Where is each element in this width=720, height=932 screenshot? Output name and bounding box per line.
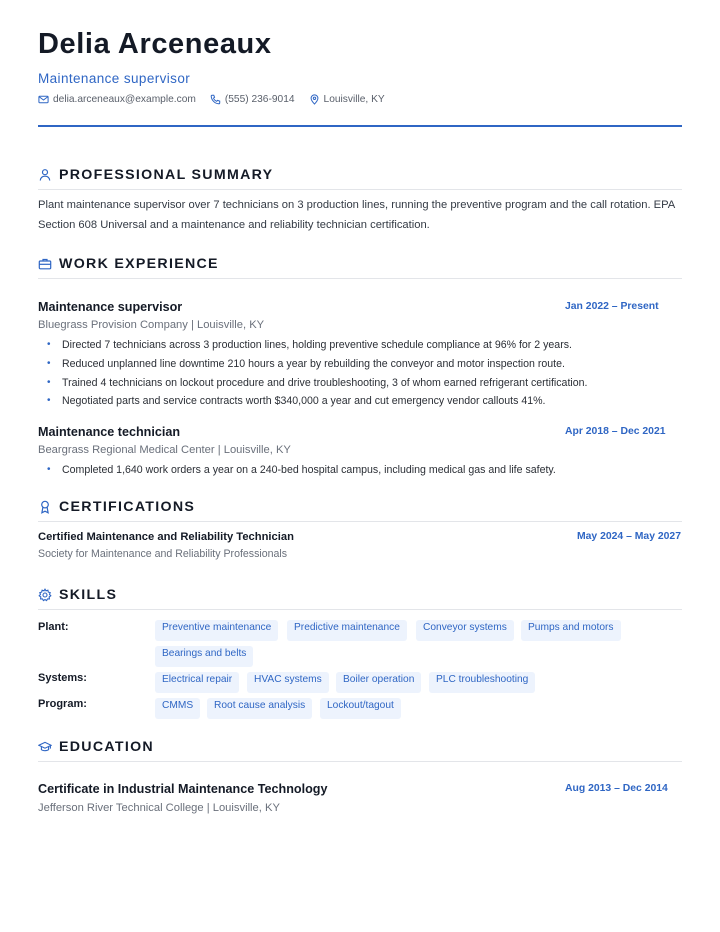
job-role: Maintenance supervisor [38,300,183,314]
job-role: Maintenance technician [38,425,181,439]
list-item: • Reduced unplanned line downtime 210 hours a year by rebuilding the conveyor and motor inspection route. [38,355,682,374]
education-degree: Certificate in Industrial Maintenance Technology [38,782,328,796]
candidate-name: Delia Arceneaux [38,28,272,60]
person-icon [38,168,52,182]
list-item: • Trained 4 technicians on lockout procedure and drive troubleshooting, 3 of whom earned refrigerant certification. [38,374,682,393]
section-experience-header [38,257,682,279]
education-entry [38,782,682,814]
section-education-header [38,740,682,762]
email-text: delia.arceneaux@example.com [53,94,196,105]
certification-issuer: Society for Maintenance and Reliability Professionals [38,548,288,560]
job-dates: Apr 2018 – Dec 2021 [565,426,666,437]
skill-tag: Bearings and belts [155,646,253,667]
job-organization: Beargrass Regional Medical Center | Louisville, KY [38,444,291,456]
skill-category-label: Plant: [38,621,69,633]
award-ribbon-icon [38,500,52,514]
phone-text: (555) 236-9014 [224,94,295,105]
section-summary-header [38,168,682,190]
list-item: • Negotiated parts and service contracts worth $340,000 a year and cut emergency vendor callouts 41%. [38,392,682,411]
graduation-cap-icon [38,740,52,754]
contact-phone[interactable] [210,94,295,105]
skill-tag: HVAC systems [247,672,329,693]
location-text: Louisville, KY [323,94,385,105]
certification-dates: May 2024 – May 2027 [577,531,681,542]
job-entry [38,300,682,408]
list-item: • Directed 7 technicians across 3 production lines, holding preventive schedule compliance at 96% for 2 years. [38,336,682,355]
certification-name: Certified Maintenance and Reliability Technician [38,531,294,543]
skill-tag: Electrical repair [155,672,239,693]
section-title: WORK EXPERIENCE [59,256,219,272]
skill-tag: Lockout/tagout [320,698,401,719]
contact-email[interactable] [38,94,196,105]
skill-tag: Root cause analysis [207,698,312,719]
job-dates: Jan 2022 – Present [565,301,659,312]
section-certifications-header [38,500,682,522]
section-title: PROFESSIONAL SUMMARY [59,167,274,183]
header-divider [38,125,682,127]
skill-category-label: Systems: [38,672,87,684]
job-entry [38,425,682,476]
skill-tag: PLC troubleshooting [429,672,535,693]
skill-tag: Predictive maintenance [287,620,407,641]
contact-location [309,94,385,105]
contact-row [38,94,399,105]
education-school: Jefferson River Technical College | Louisville, KY [38,802,280,814]
education-dates: Aug 2013 – Dec 2014 [565,783,668,794]
skill-tag: Boiler operation [336,672,421,693]
section-title: SKILLS [59,587,118,603]
list-item: • Completed 1,640 work orders a year on a 240-bed hospital campus, including medical gas and life safety. [38,461,682,480]
gear-icon [38,588,52,602]
skill-tag: CMMS [155,698,200,719]
skill-tag: Pumps and motors [521,620,621,641]
job-bullets [38,461,682,480]
section-title: CERTIFICATIONS [59,499,196,515]
section-skills-header [38,588,682,610]
location-pin-icon [309,94,320,105]
mail-icon [38,94,49,105]
skill-tag: Preventive maintenance [155,620,278,641]
section-title: EDUCATION [59,739,154,755]
skill-tag: Conveyor systems [416,620,514,641]
job-bullets [38,336,682,411]
skill-category-label: Program: [38,698,87,710]
briefcase-icon [38,257,52,271]
candidate-title: Maintenance supervisor [38,71,191,86]
summary-text: Plant maintenance supervisor over 7 technicians on 3 production lines, running the preventive program and the call rotation. EPA Section 608 Universal and a maintenance and reliability technician certification. [38,199,675,231]
job-organization: Bluegrass Provision Company | Louisville, KY [38,319,265,331]
phone-icon [210,94,221,105]
